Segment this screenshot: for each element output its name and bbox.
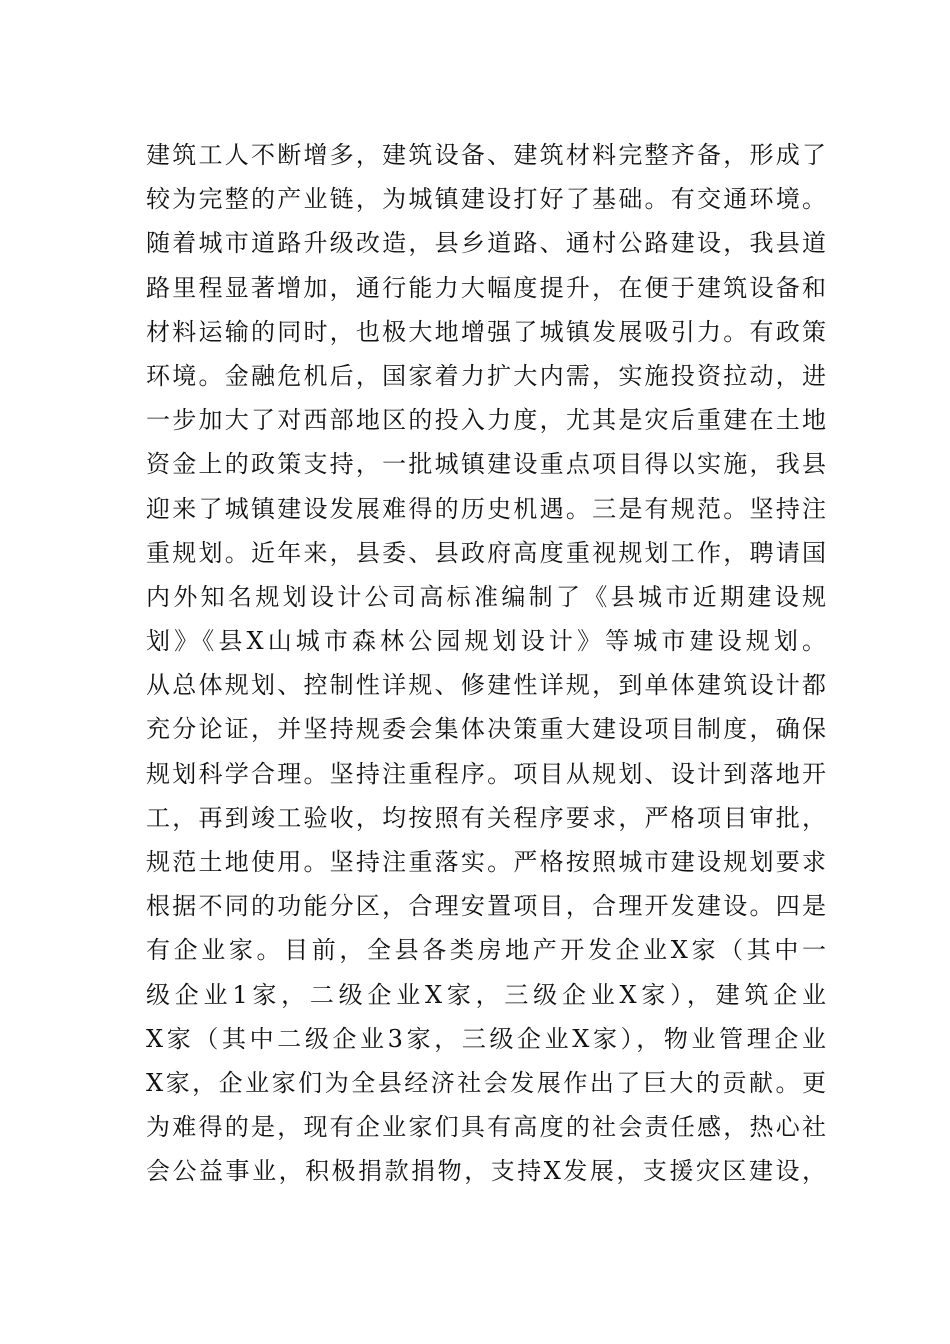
text-line: 根据不同的功能分区，合理安置项目，合理开发建设。四是: [146, 892, 826, 921]
text-line: X家，企业家们为全县经济社会发展作出了巨大的贡献。更: [146, 1068, 826, 1097]
text-line: 重规划。近年来，县委、县政府高度重视规划工作，聘请国: [146, 538, 826, 567]
text-line: 划》《县X山城市森林公园规划设计》等城市建设规划。: [146, 627, 826, 656]
text-line: 建筑工人不断增多，建筑设备、建筑材料完整齐备，形成了: [146, 141, 826, 169]
text-line: 有企业家。目前，全县各类房地产开发企业X家（其中一: [146, 936, 826, 965]
text-line: 为难得的是，现有企业家们具有高度的社会责任感，热心社: [146, 1113, 826, 1142]
text-line: 较为完整的产业链，为城镇建设打好了基础。有交通环境。: [146, 185, 826, 214]
text-line: 级企业1家，二级企业X家，三级企业X家），建筑企业: [146, 980, 826, 1009]
text-line: 路里程显著增加，通行能力大幅度提升，在便于建筑设备和: [146, 273, 826, 302]
text-line: 环境。金融危机后，国家着力扩大内需，实施投资拉动，进: [146, 361, 826, 390]
text-line: X家（其中二级企业3家，三级企业X家），物业管理企业: [146, 1024, 826, 1053]
text-line: 一步加大了对西部地区的投入力度，尤其是灾后重建在土地: [146, 406, 826, 435]
text-line: 迎来了城镇建设发展难得的历史机遇。三是有规范。坚持注: [146, 494, 826, 523]
text-line: 材料运输的同时，也极大地增强了城镇发展吸引力。有政策: [146, 317, 826, 346]
text-line: 随着城市道路升级改造，县乡道路、通村公路建设，我县道: [146, 229, 826, 258]
text-line: 会公益事业，积极捐款捐物，支持X发展，支援灾区建设，: [146, 1157, 826, 1186]
text-line: 资金上的政策支持，一批城镇建设重点项目得以实施，我县: [146, 450, 826, 479]
text-line: 从总体规划、控制性详规、修建性详规，到单体建筑设计都: [146, 671, 826, 700]
text-line: 规划科学合理。坚持注重程序。项目从规划、设计到落地开: [146, 759, 826, 788]
text-line: 内外知名规划设计公司高标准编制了《县城市近期建设规: [146, 582, 826, 611]
text-line: 充分论证，并坚持规委会集体决策重大建设项目制度，确保: [146, 715, 826, 744]
text-line: 规范土地使用。坚持注重落实。严格按照城市建设规划要求: [146, 848, 826, 876]
body-text: [146, 133, 826, 1194]
text-line: 工，再到竣工验收，均按照有关程序要求，严格项目审批，: [146, 803, 826, 832]
